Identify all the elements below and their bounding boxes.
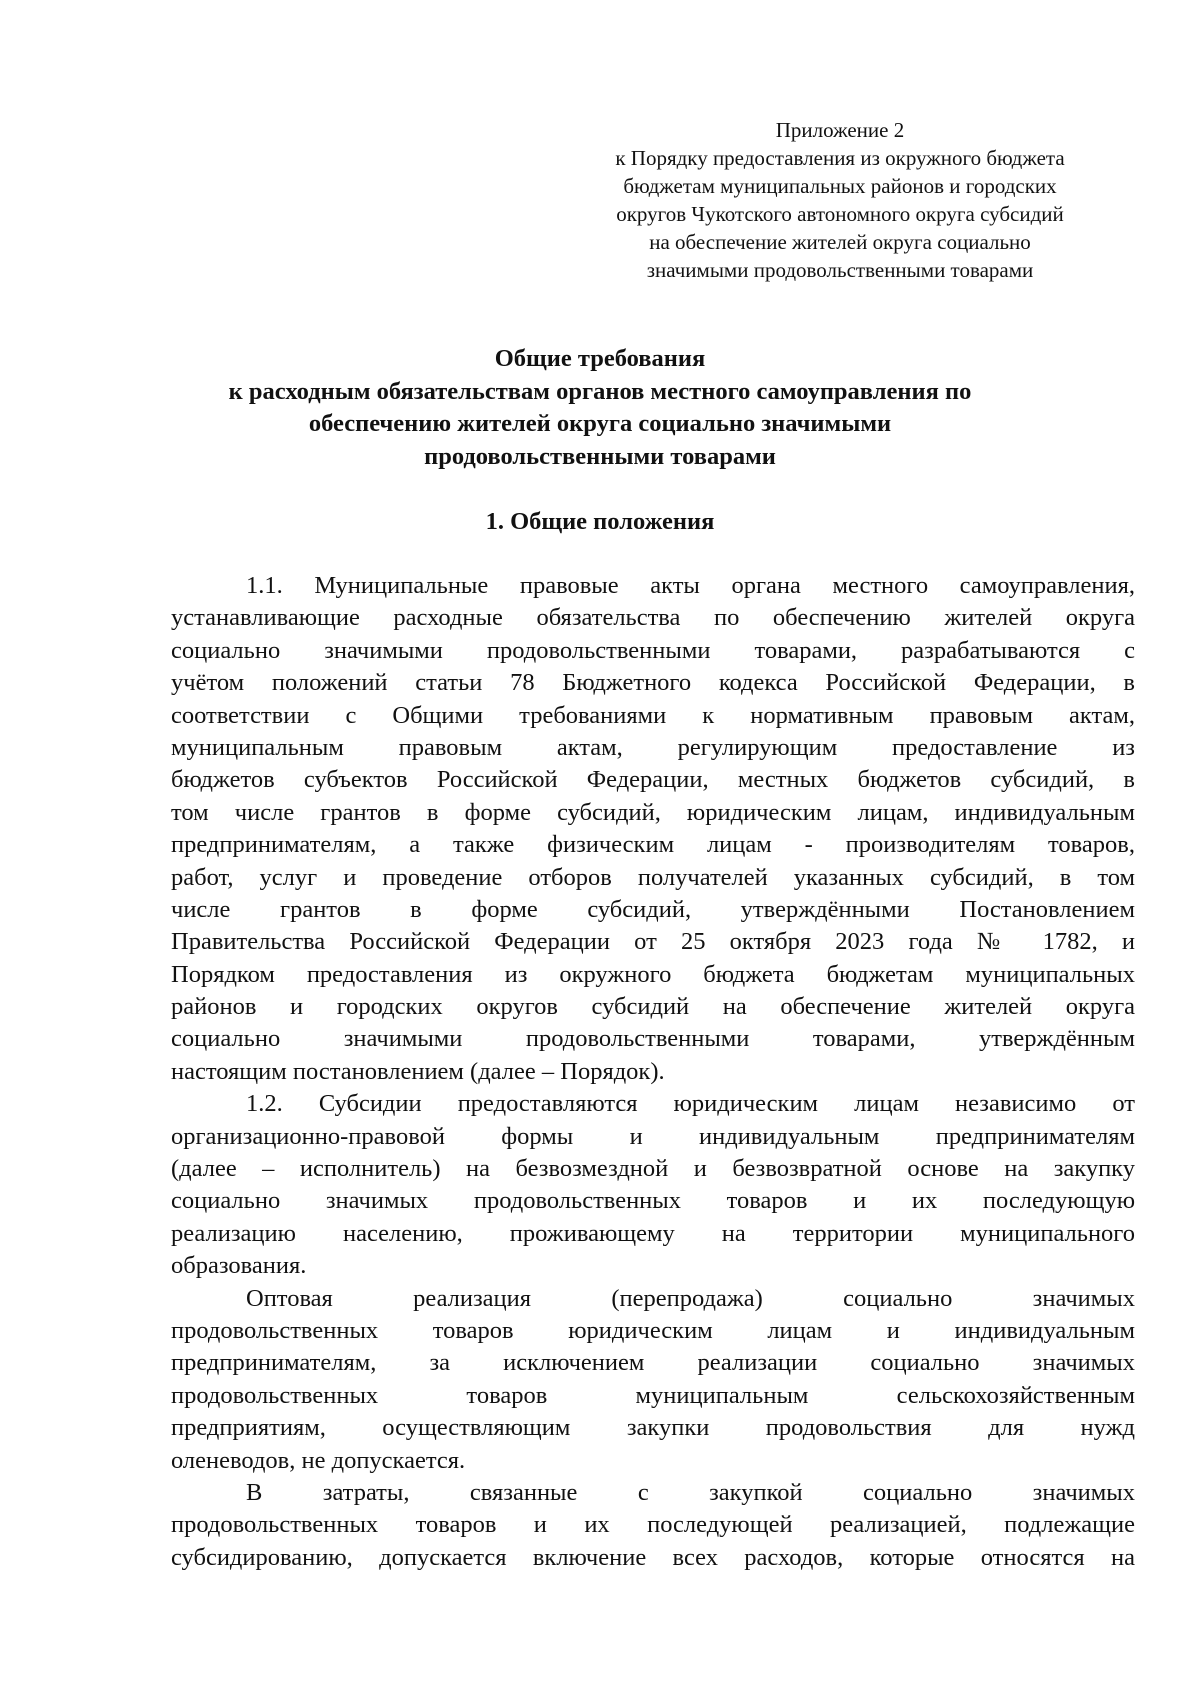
paragraph-1-2 (171, 1088, 1135, 1282)
appendix-line: округов Чукотского автономного округа субсидий (616, 202, 1064, 226)
document-title (150, 343, 1050, 473)
text-line: Порядком предоставления из окружного бюджета бюджетам муниципальных (171, 960, 1135, 988)
text-line: предпринимателям, а также физическим лицам - производителям товаров, (171, 831, 1135, 859)
text-line: соответствии с Общими требованиями к нормативным правовым актам, (171, 701, 1135, 729)
text-line: предпринимателям, за исключением реализации социально значимых (171, 1349, 1135, 1377)
text-line: бюджетов субъектов Российской Федерации, местных бюджетов субсидий, в (171, 766, 1135, 794)
text-line: (далее – исполнитель) на безвозмездной и безвозвратной основе на закупку (171, 1155, 1135, 1183)
text-line: Оптовая реализация (перепродажа) социально значимых (246, 1284, 1135, 1312)
text-line: реализацию населению, проживающему на территории муниципального (171, 1219, 1135, 1247)
text-line: социально значимыми продовольственными товарами, утверждённым (171, 1025, 1135, 1053)
text-line: муниципальным правовым актам, регулирующим предоставление из (171, 733, 1135, 761)
text-line: 1.2. Субсидии предоставляются юридическим лицам независимо от (246, 1090, 1135, 1118)
appendix-reference (555, 116, 1125, 284)
appendix-line: на обеспечение жителей округа социально (649, 230, 1031, 254)
text-line: субсидированию, допускается включение всех расходов, которые относятся на (171, 1543, 1135, 1571)
text-line: том числе грантов в форме субсидий, юридическим лицам, индивидуальным (171, 798, 1135, 826)
section-heading: 1. Общие положения (485, 508, 715, 535)
title-line: к расходным обязательствам органов местного самоуправления по (228, 377, 972, 405)
text-line: В затраты, связанные с закупкой социально значимых (246, 1478, 1135, 1506)
text-line: продовольственных товаров и их последующей реализацией, подлежащие (171, 1511, 1135, 1539)
text-line: учётом положений статьи 78 Бюджетного кодекса Российской Федерации, в (171, 669, 1135, 697)
text-line: районов и городских округов субсидий на обеспечение жителей округа (171, 993, 1135, 1021)
text-line: Правительства Российской Федерации от 25 октября 2023 года № 1782, и (171, 928, 1135, 956)
text-line: социально значимыми продовольственными товарами, разрабатываются с (171, 636, 1135, 664)
paragraph-costs (171, 1477, 1135, 1574)
appendix-line: Приложение 2 (775, 118, 905, 142)
title-line: Общие требования (494, 345, 706, 372)
body-text (171, 570, 1135, 1574)
text-line: образования. (171, 1252, 307, 1280)
text-line: продовольственных товаров муниципальным сельскохозяйственным (171, 1381, 1135, 1409)
title-line: продовольственными товарами (424, 442, 776, 470)
text-line: настоящим постановлением (далее – Порядок). (171, 1057, 665, 1085)
text-line: предприятиям, осуществляющим закупки продовольствия для нужд (171, 1414, 1135, 1442)
appendix-line: бюджетам муниципальных районов и городских (623, 174, 1057, 198)
text-line: продовольственных товаров юридическим лицам и индивидуальным (171, 1316, 1135, 1344)
paragraph-1-1 (171, 570, 1135, 1088)
text-line: социально значимых продовольственных товаров и их последующую (171, 1187, 1135, 1215)
title-line: обеспечению жителей округа социально значимыми (308, 410, 892, 437)
text-line: организационно-правовой формы и индивидуальным предпринимателям (171, 1122, 1135, 1150)
appendix-line: значимыми продовольственными товарами (646, 258, 1034, 282)
text-line: оленеводов, не допускается. (171, 1446, 466, 1474)
appendix-line: к Порядку предоставления из окружного бюджета (615, 146, 1065, 170)
text-line: 1.1. Муниципальные правовые акты органа местного самоуправления, (246, 572, 1135, 599)
paragraph-wholesale (171, 1283, 1135, 1477)
text-line: устанавливающие расходные обязательства по обеспечению жителей округа (171, 604, 1135, 632)
text-line: работ, услуг и проведение отборов получателей указанных субсидий, в том (171, 863, 1135, 891)
text-line: числе грантов в форме субсидий, утверждёнными Постановлением (171, 895, 1135, 923)
